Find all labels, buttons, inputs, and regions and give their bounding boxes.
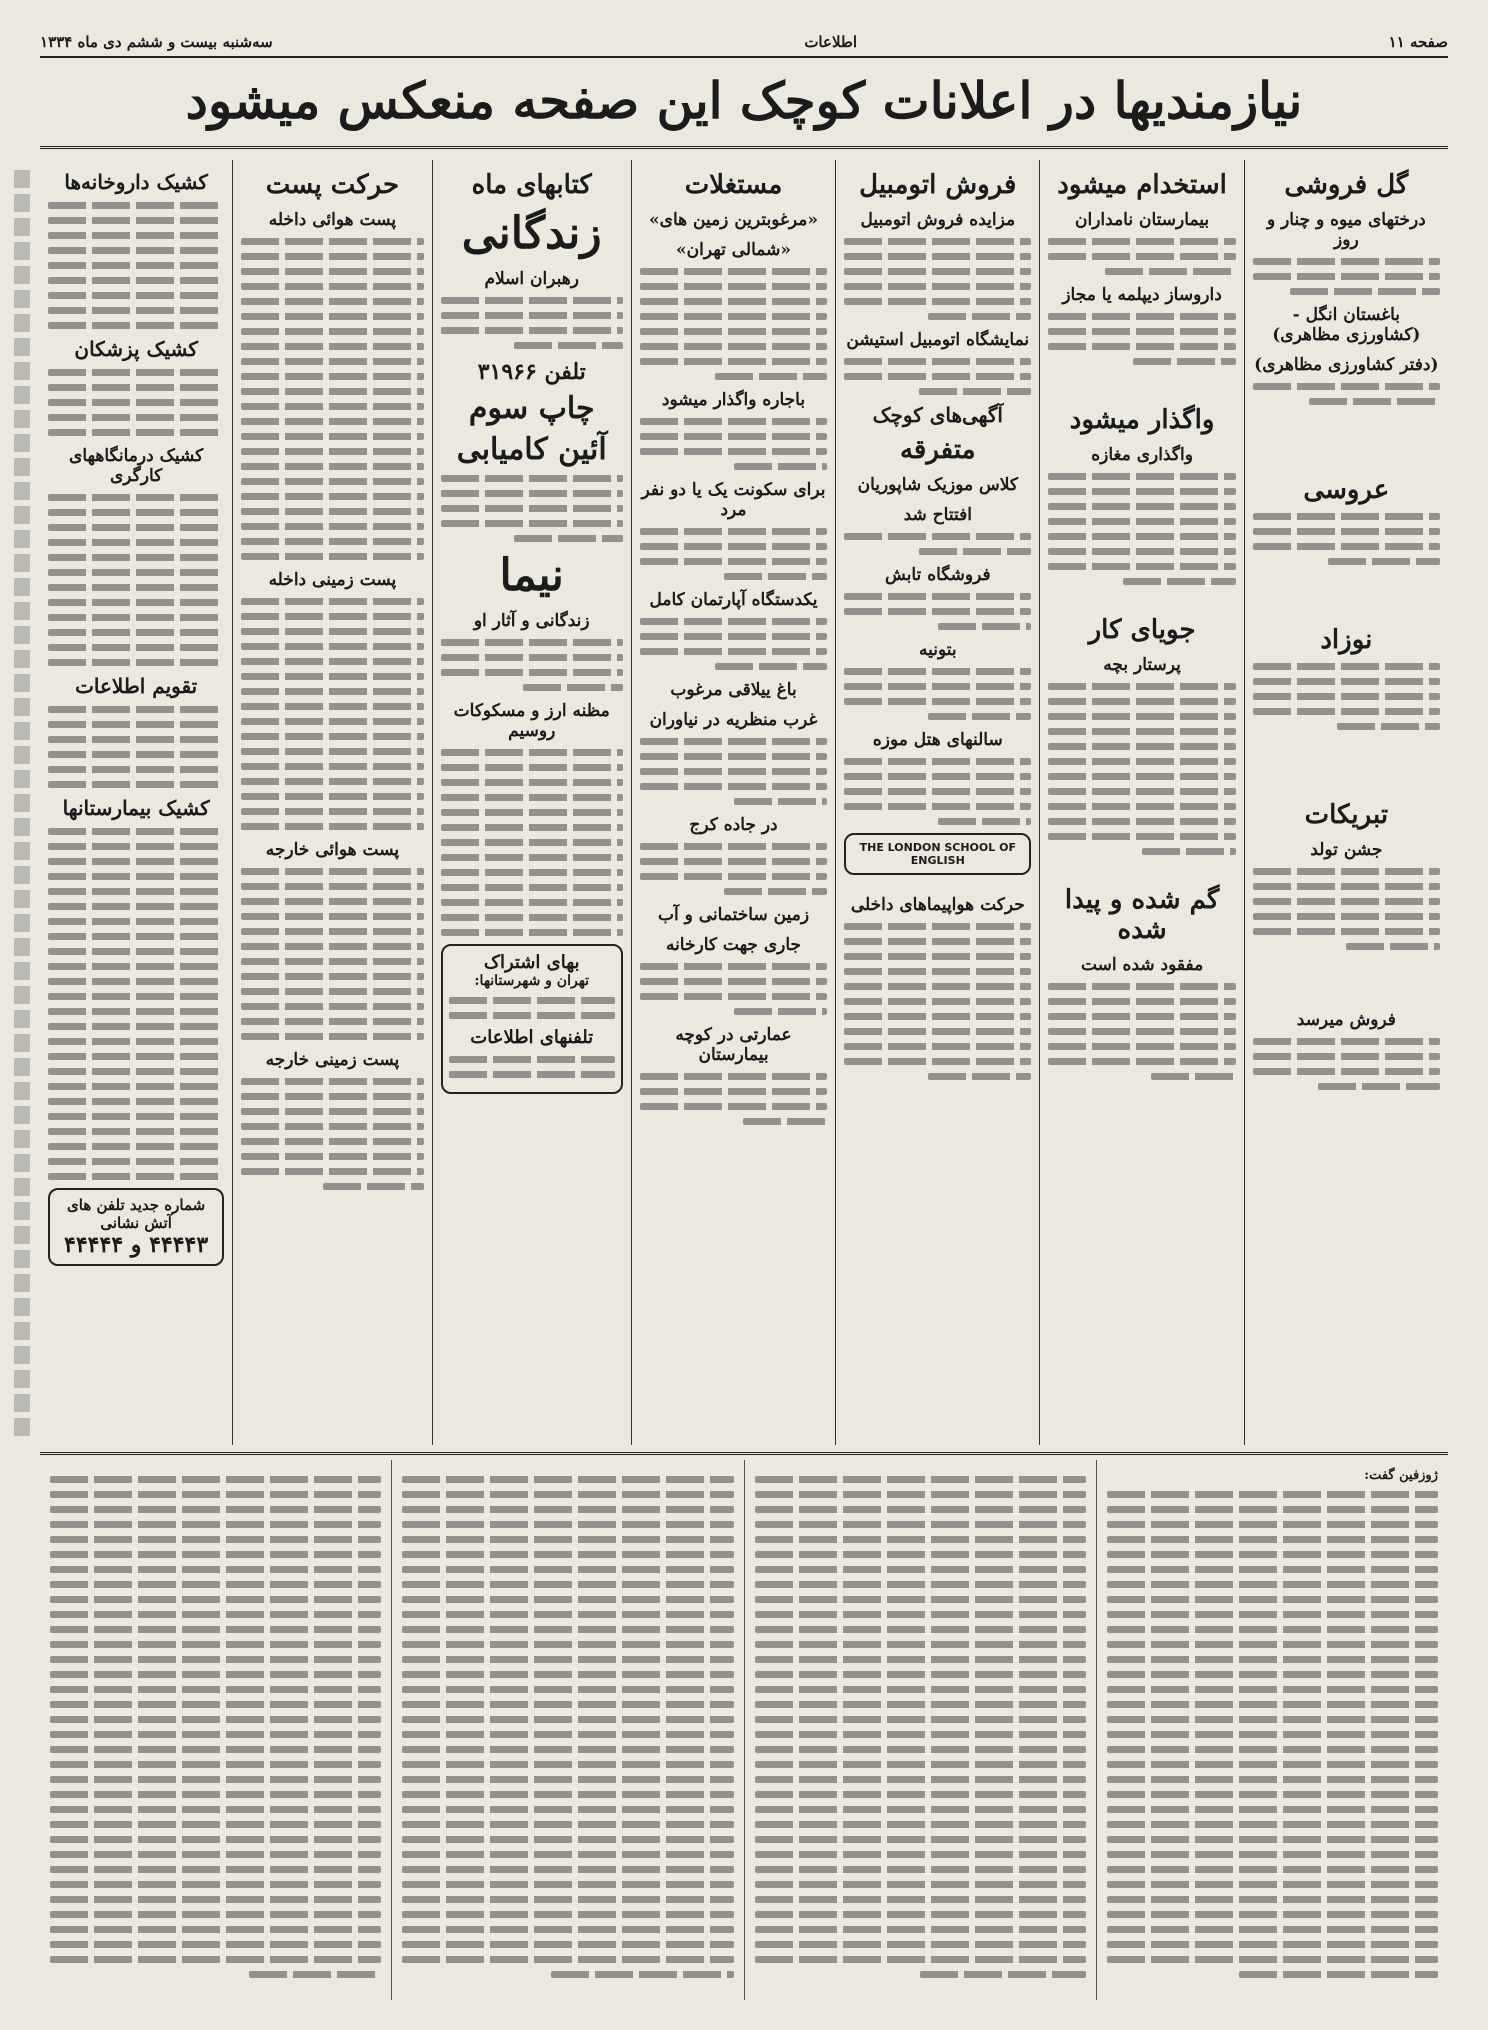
ad-headline: حرکت هواپیماهای داخلی [850,895,1025,915]
ad-body [844,668,1031,720]
ad-headline: زمین ساختمانی و آب [657,905,810,925]
column-harekat-post [232,160,431,1445]
book-title: زندگانی [461,208,602,259]
story-intro: ژوزفین گفت: [1364,1468,1438,1483]
rates-table [441,749,623,936]
ad-headline: پرستار بچه [1103,655,1181,675]
fire-phone-box [48,1188,224,1266]
story-column [744,1460,1096,2000]
ad-headline: سالنهای هتل موزه [872,730,1003,750]
ad-headline: عمارتی در کوچه بیمارستان [675,1025,792,1065]
ad-headline: مفقود شده است [1080,955,1204,975]
ad-headline: مزایده فروش اتومبیل [860,210,1016,230]
ad-body [844,358,1031,395]
pharmacy-list [48,202,224,329]
section-title: مظنه ارز و مسکوکات روسیم [453,701,610,741]
ad-headline: درختهای میوه و چنار و روز [1266,210,1426,250]
ad-body [844,758,1031,825]
schedule-body [241,598,423,830]
phones-title: تلفنهای اطلاعات [470,1027,594,1048]
ad-headline: یکدستگاه آپارتمان کامل [649,590,818,610]
section-sub: پست زمینی داخله [268,570,397,590]
section-title: تبریکات [1304,800,1389,830]
column-title: کتابهای ماه [471,170,592,200]
ad-body [844,593,1031,630]
fire-phone-sub: آتش نشانی [100,1214,172,1232]
ad-headline: واگذاری مغازه [1091,445,1193,465]
ad-headline: باغ ییلاقی مرغوب [670,680,797,700]
section-title: آگهی‌های کوچک [872,403,1003,427]
story-column [391,1460,743,2000]
ad-body [1253,868,1440,950]
ad-headline: غرب منظریه در نیاوران [649,710,818,730]
ad-body [844,238,1031,320]
section-title: تقویم اطلاعات [75,674,198,698]
ad-body [1048,473,1235,585]
ad-body [441,475,623,542]
section-title: نوزاد [1320,625,1373,655]
book-title: نیما [499,550,564,601]
serial-story [40,1460,1448,2000]
section-sub: پست زمینی خارجه [265,1050,400,1070]
section-title: کشیک پزشکان [74,337,198,361]
ad-body [1253,1038,1440,1090]
ad-headline: (دفتر کشاورزی مظاهری) [1254,355,1439,375]
column-mostaghelat [631,160,835,1445]
book-title: آئین کامیابی [456,432,607,467]
doctors-list [48,369,224,436]
banner-rule [40,146,1448,149]
fire-phone-title: شماره جدید تلفن های [67,1196,206,1214]
ad-headline: فروشگاه تابش [884,565,991,585]
section-sub: پست هوائی داخله [268,210,397,230]
ad-body [441,297,623,349]
margin-strip [14,170,30,1440]
ad-body [1253,513,1440,565]
ad-body [844,923,1031,1080]
ad-body [844,533,1031,555]
column-ketab [432,160,631,1445]
column-title: فروش اتومبیل [859,170,1017,200]
ad-headline: «مرغوبترین زمین های» [649,210,819,230]
ad-body [1048,683,1235,855]
ad-body [640,618,827,670]
section-title: گم شده و پیدا شده [1064,885,1220,945]
column-title: حرکت پست [265,170,400,200]
ad-headline: بیمارستان نامداران [1075,210,1210,230]
schedule-body [241,238,423,560]
column-foroosh-auto [835,160,1039,1445]
subscription-title: بهای اشتراک [483,952,580,973]
ad-body [640,963,827,1015]
calendar-body [48,706,224,788]
page-number: صفحه ۱۱ [1388,33,1448,51]
school-ad: THE LONDON SCHOOL OF ENGLISH [844,833,1031,875]
schedule-body [241,868,423,1040]
ad-headline: داروساز دیپلمه یا مجاز [1062,285,1222,305]
ad-headline: افتتاح شد [903,505,972,525]
book-subtitle: زندگانی و آثار او [473,611,590,631]
section-title: کشیک درمانگاههای کارگری [69,446,204,486]
ad-headline: باغستان انگل - (کشاورزی مظاهری) [1272,305,1421,345]
ad-body [640,738,827,805]
book-phone: تلفن ۳۱۹۶۶ [477,359,586,385]
ad-headline: کلاس موزیک شاپوریان [857,475,1018,495]
ad-body [640,843,827,895]
ad-headline: نمایشگاه اتومبیل استیشن [846,330,1030,350]
story-column [40,1460,391,2000]
issue-date: سه‌شنبه بیست و ششم دی ماه ۱۳۳۴ [40,33,273,51]
column-gol-forushi [1244,160,1448,1445]
ad-body [1048,983,1235,1080]
clinics-list [48,494,224,666]
paper-name: اطلاعات [804,33,858,51]
ad-body [640,1073,827,1125]
story-column [1096,1460,1448,2000]
ad-headline: بتونیه [918,640,957,660]
section-title: جویای کار [1088,615,1196,645]
hospitals-list [48,828,224,1180]
ad-body [640,268,827,380]
column-estekhdam [1039,160,1243,1445]
ad-headline: در جاده کرج [689,815,778,835]
ad-body [1253,383,1440,405]
book-subtitle: رهبران اسلام [484,269,579,289]
ad-headline: «شمالی تهران» [676,240,791,260]
page-banner: نیازمندیها در اعلانات کوچک این صفحه منعکس میشود [185,71,1303,130]
story-rule [40,1452,1448,1455]
ad-body [640,528,827,580]
ad-body [1048,313,1235,365]
ad-headline: باجاره واگذار میشود [661,390,806,410]
column-title: مستغلات [684,170,783,200]
ads-columns [40,160,1448,1445]
ad-headline: جشن تولد [1310,840,1383,860]
section-title: متفرقه [899,435,976,465]
column-title: استخدام میشود [1057,170,1227,200]
page-header [40,28,1448,58]
ad-body [640,418,827,470]
ad-headline: برای سکونت یک یا دو نفر مرد [641,480,826,520]
section-title: کشیک بیمارستانها [62,796,210,820]
subscription-sub: تهران و شهرستانها: [474,973,590,989]
ad-body [1253,258,1440,295]
book-title: چاپ سوم [468,391,595,426]
section-sub: پست هوائی خارجه [265,840,400,860]
ad-body [1048,238,1235,275]
column-keshik [40,160,232,1445]
subscription-box [441,944,623,1094]
ad-headline: فروش میرسد [1296,1010,1396,1030]
column-title: گل فروشی [1284,170,1409,200]
ad-headline: جاری جهت کارخانه [665,935,802,955]
ad-body [1253,663,1440,730]
ad-body [441,639,623,691]
section-title: عروسی [1303,475,1390,505]
fire-phone-numbers: ۴۴۴۴۳ و ۴۴۴۴۴ [64,1232,209,1258]
section-title: واگذار میشود [1069,405,1215,435]
column-title: کشیک داروخانه‌ها [64,170,208,194]
schedule-body [241,1078,423,1190]
